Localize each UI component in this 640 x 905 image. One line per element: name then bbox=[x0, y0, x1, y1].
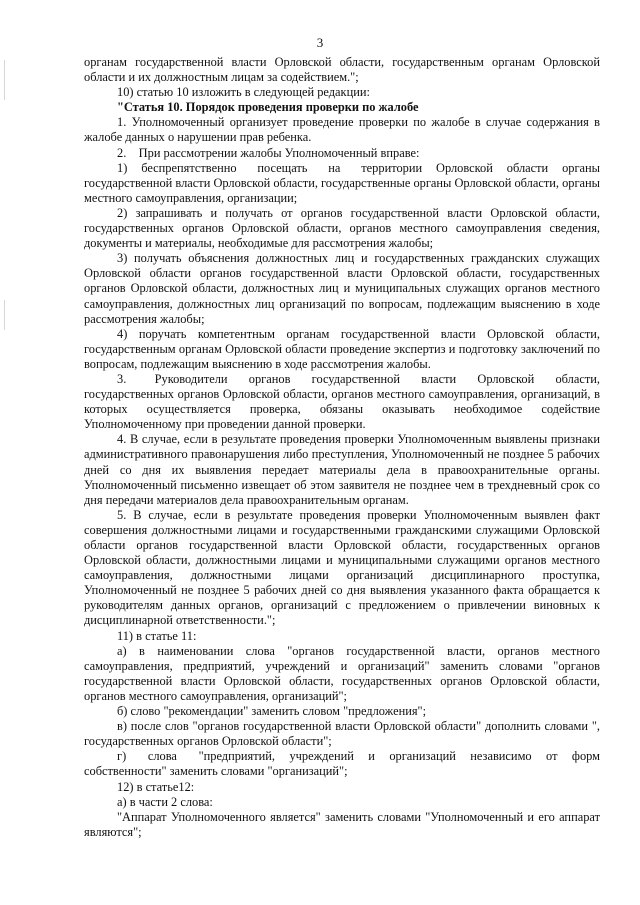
paragraph: 2. При рассмотрении жалобы Уполномоченный вправе: bbox=[117, 145, 420, 160]
paragraph: 4. В случае, если в результате проведения проверки Уполномоченным выявлены признаки административного правонарушения либо преступления, Уполномоченный не позднее 5 рабочих дней со дня их выявления передает материалы дела в правоохранительные органы. Уполномоченный письменно извещает об этом заявителя не позднее чем в трехдневный срок со дня передачи материалов дела правоохранительным органам. bbox=[84, 432, 600, 507]
paragraph: б) слово "рекомендации" заменить словом "предложения"; bbox=[117, 704, 427, 719]
scan-edge-mark bbox=[4, 60, 5, 100]
paragraph: а) в наименовании слова "органов государственной власти, органов местного самоуправления, предприятий, учреждений и организаций" заменить словами "органов государственной власти Орловской области, государственных органов Орловской области, органов местного самоуправления, организаций"; bbox=[84, 643, 600, 703]
paragraph: 11) в статье 11: bbox=[117, 628, 197, 643]
paragraph: г) слова "предприятий, учреждений и организаций независимо от форм собственности" заменить словами "организаций"; bbox=[84, 749, 600, 779]
scan-edge-mark bbox=[4, 300, 5, 330]
article-heading: "Статья 10. Порядок проведения проверки по жалобе bbox=[117, 100, 419, 115]
paragraph: 1) беспрепятственно посещать на территории Орловской области органы государственной власти Орловской области, государственные органы Орловской области, органы местного самоуправления, организации; bbox=[84, 160, 600, 205]
paragraph: органам государственной власти Орловской области, государственным органам Орловской области и их должностным лицам за содействием."; bbox=[84, 55, 600, 85]
paragraph: 2) запрашивать и получать от органов государственной власти Орловской области, государственных органов Орловской области, органов местного самоуправления сведения, документы и материалы, необходимые для рассмотрения жалобы; bbox=[84, 205, 600, 251]
paragraph: а) в части 2 слова: bbox=[117, 794, 213, 809]
paragraph: 3. Руководители органов государственной власти Орловской области, государственных органов Орловской области, органов местного самоуправления, организаций, в которых осуществляется проверка, обязаны оказывать необходимое содействие Уполномоченному при проведении данной проверки. bbox=[84, 371, 600, 432]
paragraph: 3) получать объяснения должностных лиц и государственных гражданских служащих Орловской области органов государственной власти Орловской области, государственных органов Орловской области, должностных лиц и муниципальных служащих органов местного самоуправления, должностных лиц организаций по вопросам, подлежащим выяснению в ходе рассмотрения жалобы; bbox=[84, 251, 600, 326]
page-number: 3 bbox=[316, 35, 324, 50]
paragraph: 10) статью 10 изложить в следующей редакции: bbox=[117, 85, 370, 100]
paragraph: 5. В случае, если в результате проведения проверки Уполномоченным выявлен факт совершения должностными лицами и государственными гражданскими служащими Орловской области органов государственной власти Орловской области, государственных органов Орловской области, должностными лицами и муниципальными служащими органов местного самоуправления, должностными лицами организаций дисциплинарного проступка, Уполномоченный не позднее 5 рабочих дней со дня выявления указанного факта обращается к руководителям данных органов, организаций с предложением о привлечении виновных к дисциплинарной ответственности."; bbox=[84, 507, 600, 628]
document-body bbox=[84, 55, 600, 840]
paragraph: 4) поручать компетентным органам государственной власти Орловской области, государственным органам Орловской области проведение экспертиз и подготовку заключений по вопросам, подлежащим выяснению в ходе рассмотрения жалобы. bbox=[84, 326, 600, 371]
paragraph: 12) в статье12: bbox=[117, 779, 195, 794]
paragraph: "Аппарат Уполномоченного является" заменить словами "Уполномоченный и его аппарат являются"; bbox=[84, 809, 600, 839]
paragraph: 1. Уполномоченный организует проведение проверки по жалобе в случае содержания в жалобе данных о нарушении прав ребенка. bbox=[84, 115, 600, 145]
paragraph: в) после слов "органов государственной власти Орловской области" дополнить словами ", государственных органов Орловской области"; bbox=[84, 719, 600, 749]
